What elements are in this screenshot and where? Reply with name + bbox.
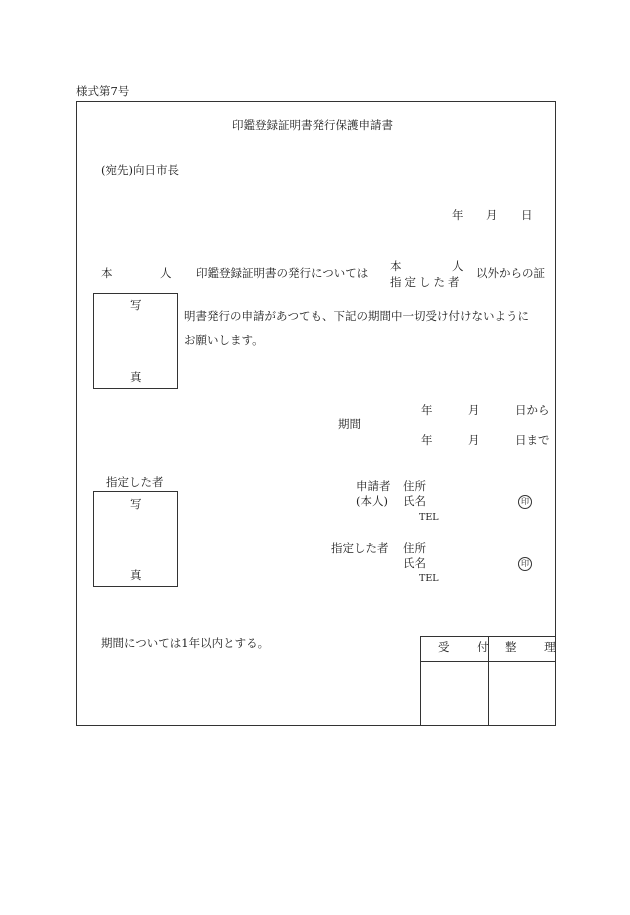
- date-month: 月: [486, 208, 498, 222]
- receipt-accept-label: 受 付: [438, 640, 501, 654]
- receipt-arrange-label: 整 理: [505, 640, 568, 654]
- period-label: 期間: [338, 417, 361, 431]
- applicant-seal-icon: 印: [518, 495, 532, 509]
- honnin-label-right: 人: [160, 266, 172, 280]
- principal-photo-bottom: 真: [130, 370, 142, 384]
- body-intro: 印鑑登録証明書の発行については: [196, 266, 369, 280]
- body-line-2: 明書発行の申請があつても、下記の期間中一切受け付けないように: [184, 309, 529, 323]
- date-day: 日: [521, 208, 533, 222]
- designated-seal-icon: 印: [518, 557, 532, 571]
- designated-photo-top: 写: [130, 497, 142, 511]
- applicant-tel-label: TEL: [419, 512, 439, 523]
- designated-address-label: 住所: [403, 541, 426, 555]
- honnin-label-left: 本: [101, 266, 113, 280]
- applicant-label: 申請者: [356, 479, 391, 493]
- stack-hon: 本: [390, 259, 402, 273]
- designated-name-label: 氏名: [403, 556, 426, 570]
- designated-photo-bottom: 真: [130, 568, 142, 582]
- stack-shitei: 指定した者: [390, 275, 463, 289]
- form-number: 様式第7号: [76, 84, 130, 98]
- period-note: 期間については1年以内とする。: [101, 636, 270, 650]
- designated-label: 指定した者: [331, 541, 389, 555]
- designated-tel-label: TEL: [419, 573, 439, 584]
- period-from-day: 日から: [515, 403, 550, 417]
- period-to-day: 日まで: [515, 433, 550, 447]
- applicant-name-label: 氏名: [403, 494, 426, 508]
- stack-nin: 人: [452, 259, 464, 273]
- applicant-address-label: 住所: [403, 479, 426, 493]
- body-line-3: お願いします。: [184, 333, 264, 347]
- date-year: 年: [452, 208, 464, 222]
- designated-photo-label: 指定した者: [106, 475, 164, 489]
- body-tail: 以外からの証: [476, 266, 545, 280]
- applicant-sub: (本人): [356, 494, 388, 508]
- form-frame: [76, 101, 556, 726]
- period-from-month: 月: [468, 403, 480, 417]
- form-title: 印鑑登録証明書発行保護申請書: [232, 118, 393, 132]
- period-to-month: 月: [468, 433, 480, 447]
- principal-photo-top: 写: [130, 298, 142, 312]
- period-from-year: 年: [421, 403, 433, 417]
- addressee: (宛先)向日市長: [101, 163, 179, 177]
- period-to-year: 年: [421, 433, 433, 447]
